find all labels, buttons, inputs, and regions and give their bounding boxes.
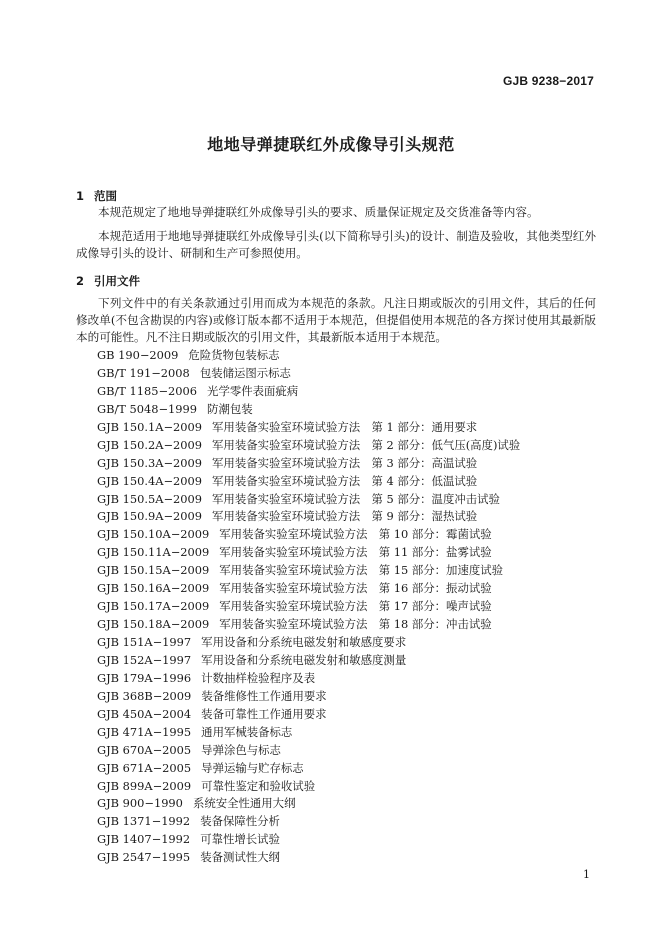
reference-item — [97, 347, 520, 365]
reference-code: GJB 670A−2005 — [97, 742, 192, 757]
reference-code: GJB 671A−2005 — [97, 760, 192, 775]
reference-code: GB/T 5048−1999 — [97, 401, 198, 416]
reference-code: GJB 1407−1992 — [97, 832, 191, 847]
reference-item — [97, 706, 520, 724]
reference-title: 防潮包装 — [207, 401, 253, 416]
reference-title: 军用装备实验室环境试验方法 第 16 部分：振动试验 — [219, 581, 492, 596]
reference-code: GJB 471A−1995 — [97, 724, 192, 739]
reference-title: 包装储运图示标志 — [199, 365, 291, 380]
reference-title: 军用设备和分系统电磁发射和敏感度测量 — [201, 652, 407, 667]
reference-title: 通用军械装备标志 — [201, 724, 293, 739]
reference-title: 军用装备实验室环境试验方法 第 4 部分：低温试验 — [212, 473, 478, 488]
reference-title: 军用装备实验室环境试验方法 第 5 部分：温度冲击试验 — [212, 491, 500, 506]
section-number: 1 — [76, 189, 85, 203]
reference-item — [97, 401, 520, 419]
reference-title: 导弹涂色与标志 — [201, 742, 281, 757]
reference-code: GJB 368B−2009 — [97, 688, 192, 703]
reference-title: 危险货物包装标志 — [188, 348, 280, 362]
reference-item — [97, 455, 520, 473]
reference-code: GJB 150.17A−2009 — [97, 599, 210, 614]
reference-title: 系统安全性通用大纲 — [192, 796, 296, 811]
reference-item — [97, 795, 520, 813]
reference-code: GJB 1371−1992 — [97, 814, 191, 829]
reference-title: 光学零件表面疵病 — [207, 383, 299, 398]
reference-code: GJB 151A−1997 — [97, 635, 192, 649]
reference-code: GJB 450A−2004 — [97, 706, 192, 721]
reference-item — [97, 365, 520, 383]
reference-item — [97, 598, 520, 616]
section-title: 范围 — [94, 189, 117, 203]
reference-list — [97, 347, 520, 867]
reference-item — [97, 813, 520, 831]
reference-item — [97, 760, 520, 778]
reference-code: GB/T 191−2008 — [97, 365, 190, 380]
reference-item — [97, 473, 520, 491]
reference-item — [97, 562, 520, 580]
reference-title: 装备可靠性工作通用要求 — [201, 706, 327, 721]
reference-item — [97, 580, 520, 598]
reference-code: GJB 150.11A−2009 — [97, 545, 210, 560]
reference-title: 军用装备实验室环境试验方法 第 15 部分：加速度试验 — [219, 563, 504, 578]
reference-item — [97, 437, 520, 455]
reference-item — [97, 508, 520, 526]
scope-paragraph: 本规范适用于地地导弹捷联红外成像导引头(以下简称导引头)的设计、制造及验收，其他类型红外成像导引头的设计、研制和生产可参照使用。 — [76, 229, 596, 260]
reference-item — [97, 688, 520, 706]
reference-item — [97, 634, 520, 652]
page-number: 1 — [583, 868, 590, 881]
reference-code: GJB 152A−1997 — [97, 652, 192, 667]
reference-title: 军用装备实验室环境试验方法 第 3 部分：高温试验 — [212, 455, 478, 470]
reference-title: 导弹运输与贮存标志 — [201, 760, 304, 775]
scope-paragraph: 本规范规定了地地导弹捷联红外成像导引头的要求、质量保证规定及交货准备等内容。 — [98, 205, 539, 219]
reference-code: GJB 150.16A−2009 — [97, 581, 210, 596]
reference-item — [97, 778, 520, 796]
reference-code: GJB 2547−1995 — [97, 850, 191, 865]
reference-item — [97, 670, 520, 688]
reference-item — [97, 544, 520, 562]
reference-item — [97, 383, 520, 401]
section-title: 引用文件 — [94, 274, 140, 288]
reference-item — [97, 526, 520, 544]
section-heading-scope — [76, 188, 117, 204]
reference-item — [97, 724, 520, 742]
reference-code: GJB 150.3A−2009 — [97, 455, 203, 470]
reference-title: 军用装备实验室环境试验方法 第 9 部分：湿热试验 — [212, 509, 478, 524]
section-heading-references — [76, 273, 140, 289]
references-paragraph: 下列文件中的有关条款通过引用而成为本规范的条款。凡注日期或版次的引用文件，其后的任何修改单(不包含勘误的内容)或修订版本都不适用于本规范，但提倡使用本规范的各方探讨使用其最新版本的可能性。凡不注日期或版次的引用文件，其最新版本适用于本规范。 — [76, 296, 596, 344]
reference-code: GJB 150.10A−2009 — [97, 527, 210, 542]
reference-item — [97, 419, 520, 437]
reference-item — [97, 652, 520, 670]
reference-title: 军用装备实验室环境试验方法 第 2 部分：低气压(高度)试验 — [212, 437, 521, 452]
reference-title: 可靠性鉴定和验收试验 — [201, 778, 316, 793]
reference-title: 装备测试性大纲 — [200, 850, 280, 865]
reference-item — [97, 491, 520, 509]
reference-item — [97, 831, 520, 849]
reference-code: GJB 179A−1996 — [97, 670, 192, 685]
reference-title: 军用装备实验室环境试验方法 第 11 部分：盐雾试验 — [219, 545, 492, 560]
reference-code: GJB 150.1A−2009 — [97, 419, 203, 434]
reference-item — [97, 849, 520, 867]
reference-title: 军用装备实验室环境试验方法 第 10 部分：霉菌试验 — [219, 527, 492, 542]
reference-code: GJB 150.15A−2009 — [97, 563, 210, 578]
reference-code: GJB 900−1990 — [97, 796, 183, 811]
reference-title: 军用装备实验室环境试验方法 第 17 部分：噪声试验 — [219, 599, 492, 614]
reference-code: GJB 150.4A−2009 — [97, 473, 203, 488]
reference-code: GJB 150.18A−2009 — [97, 617, 210, 632]
reference-code: GJB 150.2A−2009 — [97, 437, 203, 452]
reference-item — [97, 742, 520, 760]
reference-title: 军用设备和分系统电磁发射和敏感度要求 — [201, 635, 407, 649]
reference-title: 军用装备实验室环境试验方法 第 1 部分：通用要求 — [212, 419, 478, 434]
reference-code: GJB 899A−2009 — [97, 778, 192, 793]
reference-code: GB 190−2009 — [97, 348, 179, 362]
reference-title: 装备维修性工作通用要求 — [201, 688, 327, 703]
section-number: 2 — [76, 274, 85, 288]
reference-title: 计数抽样检验程序及表 — [201, 670, 316, 685]
reference-title: 装备保障性分析 — [200, 814, 280, 829]
reference-item — [97, 616, 520, 634]
document-title: 地地导弹捷联红外成像导引头规范 — [207, 135, 455, 154]
reference-code: GB/T 1185−2006 — [97, 383, 198, 398]
reference-title: 军用装备实验室环境试验方法 第 18 部分：冲击试验 — [219, 617, 492, 632]
reference-title: 可靠性增长试验 — [200, 832, 280, 847]
reference-code: GJB 150.9A−2009 — [97, 509, 203, 524]
reference-code: GJB 150.5A−2009 — [97, 491, 203, 506]
document-code: GJB 9238−2017 — [502, 74, 594, 88]
